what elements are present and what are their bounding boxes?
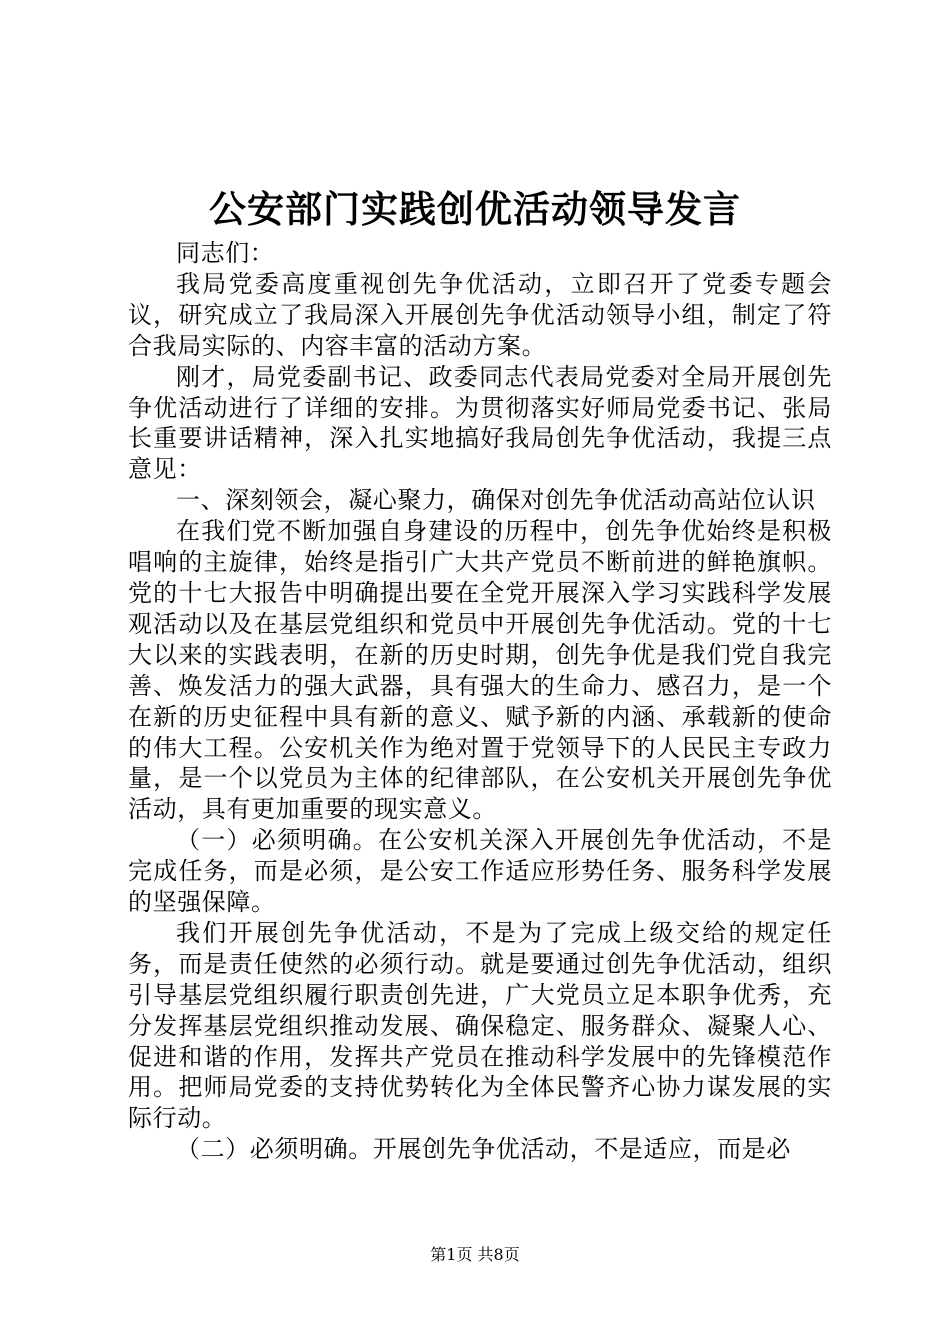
document-title: 公安部门实践创优活动领导发言	[209, 187, 741, 231]
subsection-heading: （一）必须明确。在公安机关深入开展创先争优活动，不是完成任务，而是必须，是公安工作适应形势任务、服务科学发展的坚强保障。	[128, 826, 832, 917]
section-heading: 一、深刻领会，凝心聚力，确保对创先争优活动高站位认识	[176, 486, 816, 515]
page-number-footer: 第1页 共8页	[430, 1245, 520, 1264]
document-body	[128, 238, 832, 1165]
body-paragraph: 我们开展创先争优活动，不是为了完成上级交给的规定任务，而是责任使然的必须行动。就是要通过创先争优活动，组织引导基层党组织履行职责创先进，广大党员立足本职争优秀，充分发挥基层党组织推动发展、确保稳定、服务群众、凝聚人心、促进和谐的作用，发挥共产党员在推动科学发展中的先锋模范作用。把师局党委的支持优势转化为全体民警齐心协力谋发展的实际行动。	[128, 918, 832, 1133]
salutation-paragraph: 同志们：	[176, 239, 275, 267]
body-paragraph: 刚才，局党委副书记、政委同志代表局党委对全局开展创先争优活动进行了详细的安排。为贯彻落实好师局党委书记、张局长重要讲话精神，深入扎实地搞好我局创先争优活动，我提三点意见：	[128, 362, 832, 484]
body-paragraph: 我局党委高度重视创先争优活动，立即召开了党委专题会议，研究成立了我局深入开展创先争优活动领导小组，制定了符合我局实际的、内容丰富的活动方案。	[128, 269, 832, 360]
body-paragraph: 在我们党不断加强自身建设的历程中，创先争优始终是积极唱响的主旋律，始终是指引广大共产党员不断前进的鲜艳旗帜。党的十七大报告中明确提出要在全党开展深入学习实践科学发展观活动以及在基层党组织和党员中开展创先争优活动。党的十七大以来的实践表明，在新的历史时期，创先争优是我们党自我完善、焕发活力的强大武器，具有强大的生命力、感召力，是一个在新的历史征程中具有新的意义、赋予新的内涵、承载新的使命的伟大工程。公安机关作为绝对置于党领导下的人民民主专政力量，是一个以党员为主体的纪律部队，在公安机关开展创先争优活动，具有更加重要的现实意义。	[128, 517, 832, 824]
subsection-heading: （二）必须明确。开展创先争优活动，不是适应，而是必	[176, 1135, 791, 1164]
